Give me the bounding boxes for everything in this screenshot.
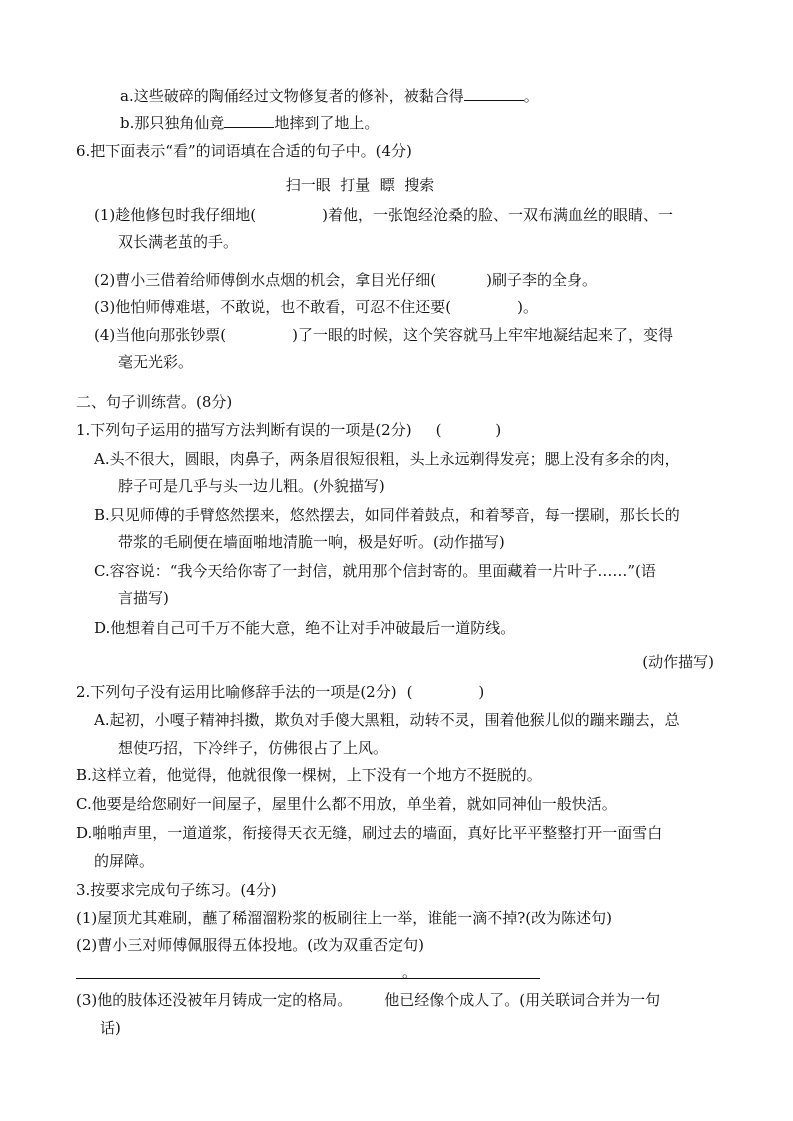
q2-option-a-cont: 想使巧招，下冷绊子，仿佛很占了上风。 (118, 739, 389, 757)
q2-option-a: A.起初，小嘎子精神抖擞，欺负对手傻大黑粗，动转不灵，围着他猴儿似的蹦来蹦去，总 (94, 711, 680, 729)
q3-item-2: (2)曹小三对师傅佩服得五体投地。(改为双重否定句) (76, 936, 424, 954)
q6-sentence-1-cont: 双长满老茧的手。 (118, 233, 239, 251)
q6-sentence-3: (3)他怕师傅难堪，不敢说，也不敢看，可忍不住还要( )。 (94, 298, 538, 316)
q6-sentence-4-cont: 毫无光彩。 (118, 353, 194, 371)
q6-sentence-4: (4)当他向那张钞票( )了一眼的时候，这个笑容就马上牢牢地凝结起来了，变得 (94, 326, 673, 344)
question-2: 2.下列句子没有运用比喻修辞手法的一项是(2分) ( ) (76, 683, 485, 701)
word-bank: 扫一眼 打量 瞟 搜索 (285, 176, 435, 194)
q1-option-d: D.他想着自己可千万不能大意，绝不让对手冲破最后一道防线。 (94, 619, 516, 637)
q2-option-d-cont: 的屏障。 (94, 852, 155, 870)
q1-option-b-cont: 带浆的毛刷便在墙面啪地清脆一响，极是好听。(动作描写) (118, 533, 505, 551)
q1-option-a-cont: 脖子可是几乎与头一边儿粗。(外貌描写) (118, 477, 385, 495)
question-3: 3.按要求完成句子练习。(4分) (76, 881, 277, 899)
q3-item-1: (1)屋顶尤其难刷，蘸了稀溜溜粉浆的板刷往上一举，谁能一滴不掉?(改为陈述句) (76, 909, 612, 927)
q1-option-c-cont: 言描写) (118, 589, 169, 607)
section-2-heading: 二、句子训练营。(8分) (76, 393, 233, 411)
q1-option-b: B.只见师傅的手臂悠然摆来，悠然摆去，如同伴着鼓点，和着琴音，每一摆刷，那长长的 (94, 506, 680, 524)
q3-item-3: (3)他的肢体还没被年月铸成一定的格局。 他已经像个成人了。(用关联词合并为一句 (76, 991, 661, 1009)
q2-option-b: B.这样立着，他觉得，他就很像一棵树，上下没有一个地方不挺脱的。 (76, 766, 542, 784)
q6-sentence-2: (2)曹小三借着给师傅倒水点烟的机会，拿目光仔细( )刷子李的全身。 (94, 271, 597, 289)
q5-line-b: b.那只独角仙竟 地摔到了地上。 (120, 114, 380, 132)
q2-option-d: D.啪啪声里，一道道浆，衔接得天衣无缝，刷过去的墙面，真好比平平整整打开一面雪白 (76, 824, 663, 842)
q1-option-c: C.容容说：“我今天给你寄了一封信，就用那个信封寄的。里面藏着一片叶子……”(语 (94, 562, 656, 580)
q5-line-a: a.这些破碎的陶俑经过文物修复者的修补，被黏合得 。 (120, 87, 539, 105)
answer-line[interactable] (76, 978, 540, 979)
q1-option-a: A.头不很大，圆眼，肉鼻子，两条眉很短很粗，头上永远剃得发亮；腮上没有多余的肉， (94, 450, 680, 468)
q1-option-d-cont: (动作描写) (642, 653, 714, 671)
q2-option-c: C.他要是给您刷好一间屋子，屋里什么都不用放，单坐着，就如同神仙一般快活。 (76, 795, 617, 813)
answer-blank[interactable] (464, 86, 524, 101)
question-1: 1.下列句子运用的描写方法判断有误的一项是(2分) ( ) (76, 421, 502, 439)
q3-item-3-cont: 话) (100, 1019, 121, 1037)
q6-sentence-1: (1)趁他修包时我仔细地( )着他，一张饱经沧桑的脸、一双布满血丝的眼睛、一 (94, 206, 673, 224)
answer-blank[interactable] (224, 113, 274, 128)
q3-item-2-end: 。 (402, 963, 418, 981)
question-6: 6.把下面表示“看”的词语填在合适的句子中。(4分) (76, 142, 412, 160)
